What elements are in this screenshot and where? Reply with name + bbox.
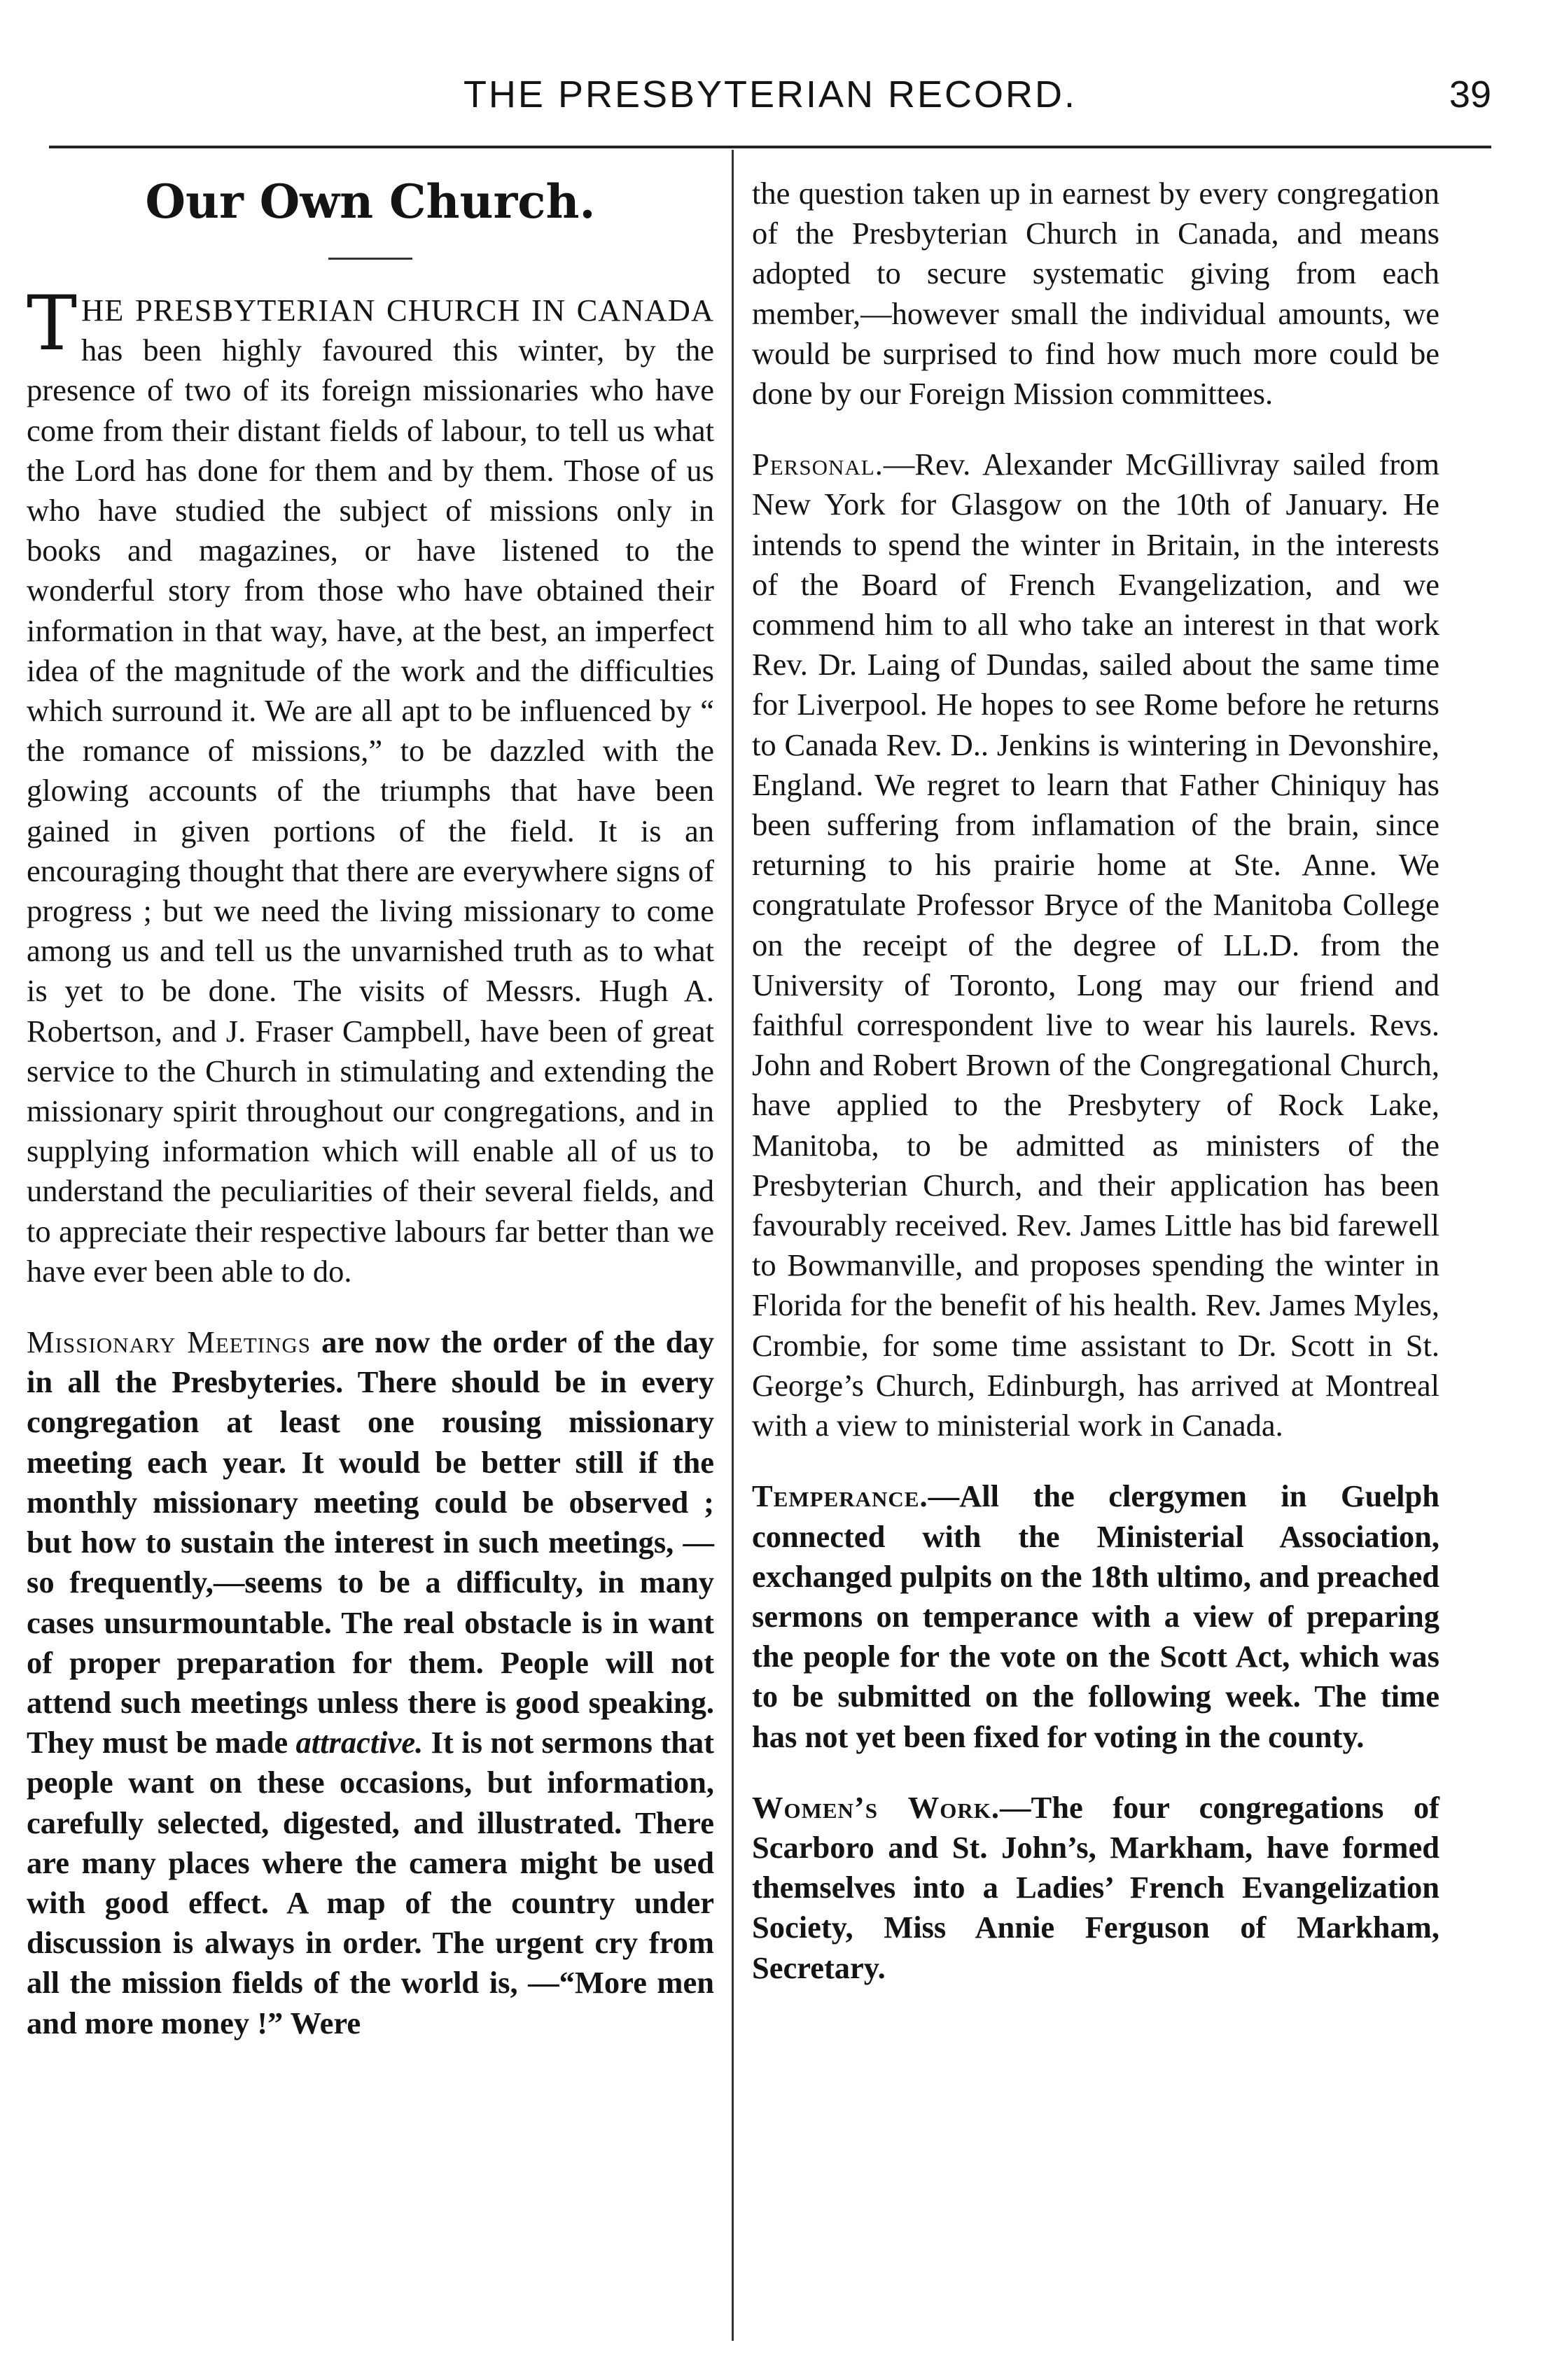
personal-paragraph xyxy=(752,444,1439,1446)
page-header xyxy=(49,76,1491,132)
title-rule xyxy=(328,258,412,260)
missionary-meetings-heading: Missionary Meetings xyxy=(27,1324,311,1360)
intro-text: has been highly favoured this winter, by the presence of two of its foreign missionaries who have come from their distant fields of labour, to tell us what the Lord has done for them and by them. Those of us who have studied the subject of missions only in books and magazines, or have listened to the wonderful story from those who have obtained their information in that way, have, at the best, an imperfect idea of the magnitude of the work and the difficulties which surround it. We are all apt to be influenced by “ the romance of missions,” to be dazzled with the glowing accounts of the triumphs that have been gained in given portions of the field. It is an encouraging thought that there are everywhere signs of progress ; but we need the living missionary to come among us and tell us the unvarnished truth as to what is yet to be done. The visits of Messrs. Hugh A. Robertson, and J. Fraser Campbell, have been of great service to the Church in stimulating and extending the missionary spirit throughout our congregations, and in supplying information which will enable all of us to understand the peculiarities of their several fields, and to appreciate their respective labours far better than we have ever been able to do. xyxy=(27,332,714,1289)
womens-work-heading: Women’s Work. xyxy=(752,1789,1000,1825)
header-rule xyxy=(49,146,1491,148)
missionary-meetings-paragraph xyxy=(27,1322,714,2043)
womens-work-paragraph xyxy=(752,1788,1439,1988)
drop-cap: T xyxy=(27,280,78,368)
missionary-meetings-text: are now the order of the day in all the Presbyteries. There should be in every congregation at least one rousing missionary meeting each year. It would be better still if the monthly missionary meeting could be observed ; but how to sustain the interest in such meetings, —so frequently,—seems to be a difficulty, in many cases unsurmountable. The real obstacle is in want of proper preparation for them. People will not attend such meetings unless there is good speaking. They must be made xyxy=(27,1324,714,1760)
running-title: THE PRESBYTERIAN RECORD. xyxy=(463,74,1078,115)
temperance-paragraph xyxy=(752,1476,1439,1756)
attractive-emphasis: attractive. xyxy=(295,1725,424,1760)
section-title: Our Own Church. xyxy=(145,174,596,229)
personal-heading: Personal. xyxy=(752,447,884,482)
missionary-meetings-text-cont: It is not sermons that people want on these occasions, but information, carefully selected, digested, and illustrated. There are many places where the camera might be used with good effect. A map of the country under discussion is always in order. The urgent cry from all the mission fields of the world is, —“More men and more money !” Were xyxy=(27,1725,714,2040)
page-number: 39 xyxy=(1449,74,1491,115)
intro-paragraph xyxy=(27,280,714,1292)
column-divider xyxy=(732,150,734,2341)
temperance-heading: Temperance. xyxy=(752,1478,928,1514)
personal-text: —Rev. Alexander McGillivray sailed from New York for Glasgow on the 10th of January. He intends to spend the winter in Britain, in the interests of the Board of French Evangelization, and we commend him to all who take an interest in that work Rev. Dr. Laing of Dundas, sailed about the same time for Liverpool. He hopes to see Rome before he returns to Canada Rev. D.. Jenkins is wintering in Devonshire, England. We regret to learn that Father Chiniquy has been suffering from inflamation of the brain, since returning to his prairie home at Ste. Anne. We congratulate Professor Bryce of the Manitoba College on the receipt of the degree of LL.D. from the University of Toronto, Long may our friend and faithful correspondent live to wear his laurels. Revs. John and Robert Brown of the Congregational Church, have applied to the Presbytery of Rock Lake, Manitoba, to be admitted as ministers of the Presbyterian Church, and their application has been favourably received. Rev. James Little has bid farewell to Bowmanville, and proposes spending the winter in Florida for the benefit of his health. Rev. James Myles, Crombie, for some time assistant to Dr. Scott in St. George’s Church, Edinburgh, has arrived at Montreal with a view to ministerial work in Canada. xyxy=(752,447,1439,1443)
continuation-paragraph: the question taken up in earnest by every congregation of the Presbyterian Church in Canada, and means adopted to secure systematic giving from each member,—however small the individual amounts, we would be surprised to find how much more could be done by our Foreign Mission committees. xyxy=(752,176,1439,412)
temperance-text: —All the clergymen in Guelph connected with the Ministerial Association, exchanged pulpits on the 18th ultimo, and preached sermons on temperance with a view of preparing the people for the vote on the Scott Act, which was to be submitted on the following week. The time has not yet been fixed for voting in the county. xyxy=(752,1478,1439,1754)
intro-smallcaps: HE PRESBYTERIAN CHURCH IN CANADA xyxy=(81,293,714,328)
womens-work-text: —The four congregations of Scarboro and St. John’s, Markham, have formed themselves into a Ladies’ French Evangelization Society, Miss Annie Ferguson of Markham, Secretary. xyxy=(752,1789,1439,1985)
right-column xyxy=(752,174,1439,1988)
left-column xyxy=(27,168,714,2043)
